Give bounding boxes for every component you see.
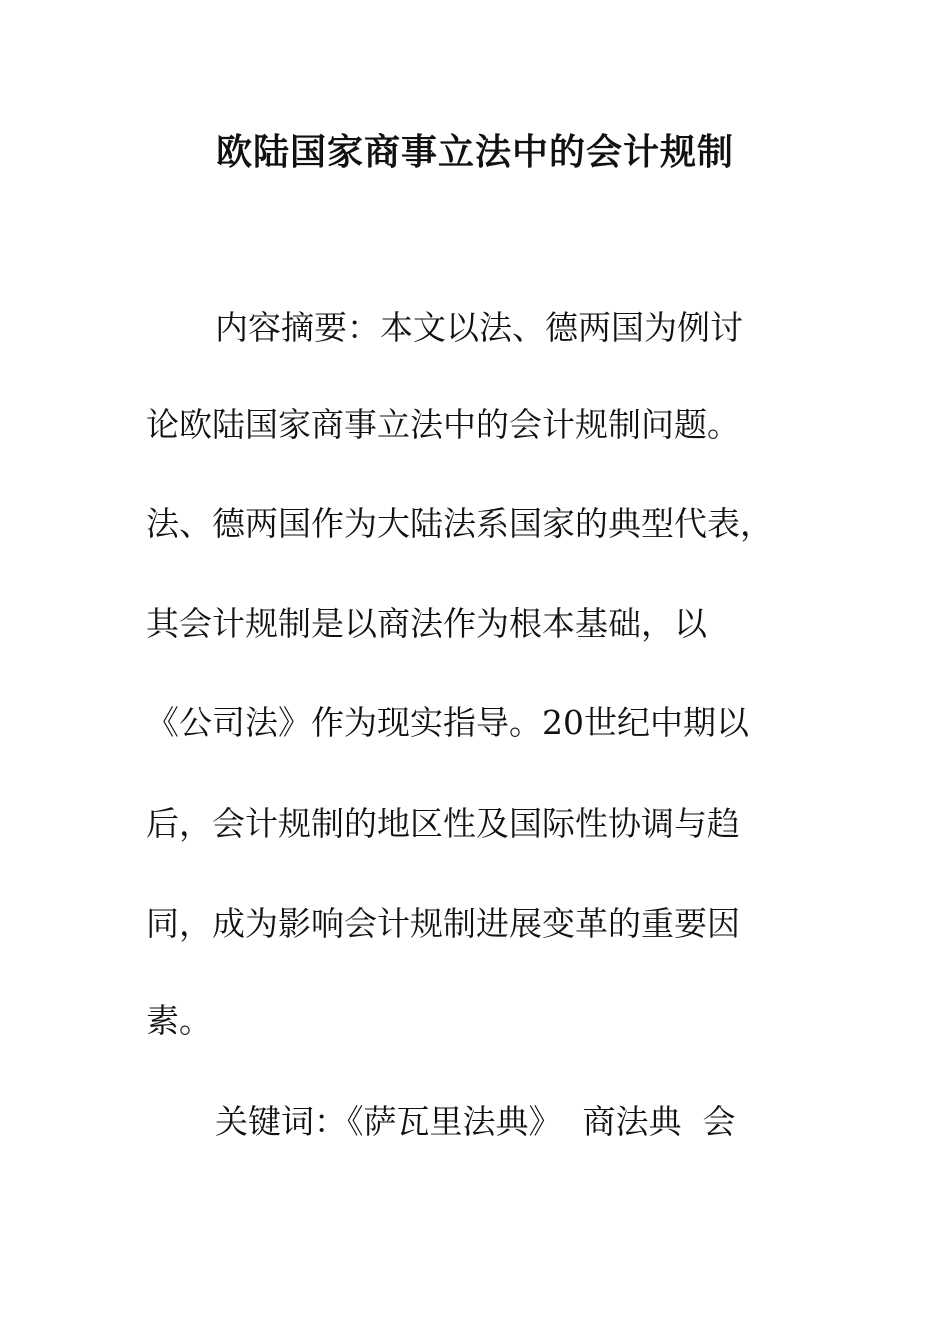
document-title: 欧陆国家商事立法中的会计规制 xyxy=(215,132,734,173)
abstract-line-3: 法、德两国作为大陆法系国家的典型代表， xyxy=(146,504,773,543)
keywords-line: 关键词：《萨瓦里法典》 商法典 会 xyxy=(215,1102,736,1141)
abstract-line-2: 论欧陆国家商事立法中的会计规制问题。 xyxy=(146,405,740,444)
abstract-line-6: 后，会计规制的地区性及国际性协调与趋 xyxy=(146,804,740,843)
abstract-line-4: 其会计规制是以商法作为根本基础，以 xyxy=(146,604,707,643)
abstract-line-7: 同，成为影响会计规制进展变革的重要因 xyxy=(146,904,740,943)
abstract-line-8: 素。 xyxy=(146,1001,212,1040)
abstract-line-5: 《公司法》作为现实指导。20世纪中期以 xyxy=(146,703,749,742)
abstract-line-1: 内容摘要：本文以法、德两国为例讨 xyxy=(215,308,743,347)
